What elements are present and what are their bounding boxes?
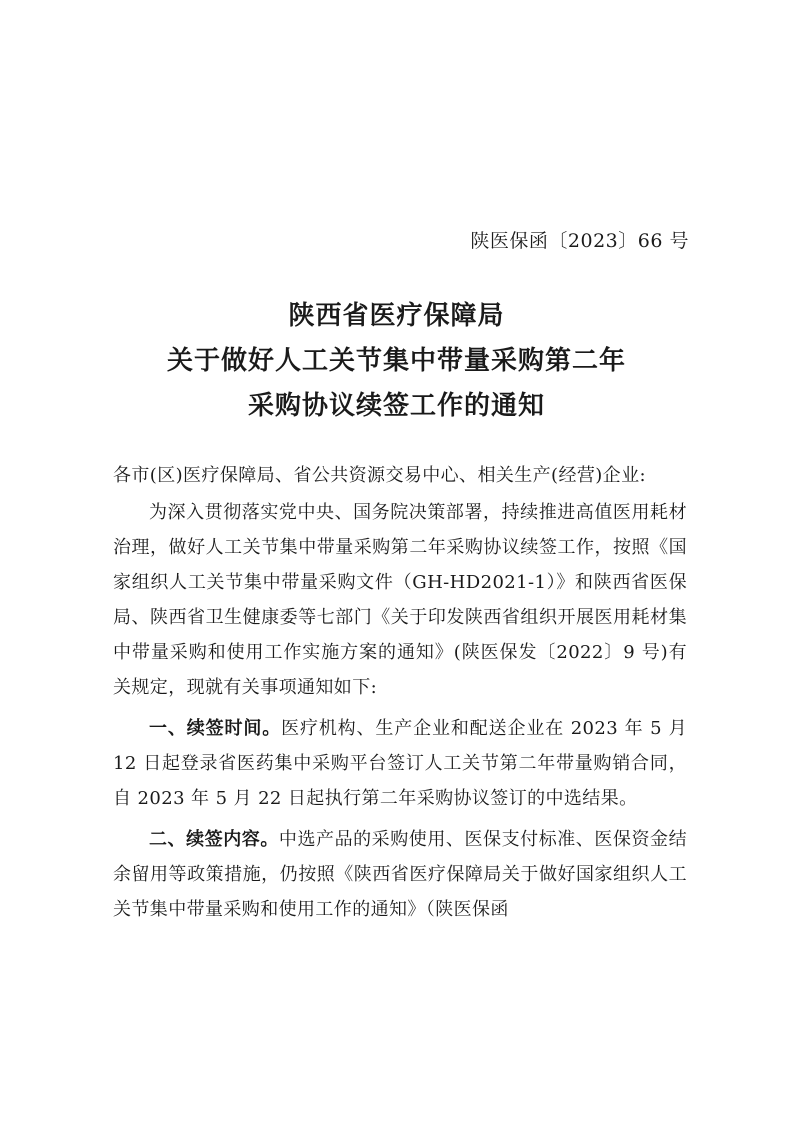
section-2-text: 中选产品的采购使用、医保支付标准、医保资金结余留用等政策措施，仍按照《陕西省医疗保障局关于做好国家组织人工关节集中带量采购和使用工作的通知》（陕医保函 (113, 829, 687, 920)
title-line-2: 关于做好人工关节集中带量采购第二年 (166, 346, 626, 376)
title-line-1: 陕西省医疗保障局 (288, 301, 505, 331)
section-1-text: 医疗机构、生产企业和配送企业在 2023 年 5 月 12 日起登录省医药集中采购平台签订人工关节第二年带量购销合同，自 2023 年 5 月 22 日起执行第二年采购协议签订的中选结果。 (113, 718, 687, 809)
salutation: 各市(区)医疗保障局、省公共资源交易中心、相关生产(经营)企业: (113, 465, 646, 486)
section-2-heading: 二、续签内容。 (149, 829, 279, 850)
intro-paragraph: 为深入贯彻落实党中央、国务院决策部署，持续推进高值医用耗材治理，做好人工关节集中带量采购第二年采购协议续签工作，按照《国家组织人工关节集中带量采购文件（GH-HD2021-1）》和陕西省医保局、陕西省卫生健康委等七部门《关于印发陕西省组织开展医用耗材集中带量采购和使用工作实施方案的通知》(陕医保发〔2022〕9 号)有关规定，现就有关事项通知如下: (113, 502, 687, 698)
document-title (0, 294, 793, 429)
section-1 (113, 711, 687, 816)
title-line-3: 采购协议续签工作的通知 (247, 391, 545, 421)
document-number: 陕医保函〔2023〕66 号 (470, 230, 689, 252)
document-body (113, 458, 687, 927)
section-2 (113, 822, 687, 927)
section-1-heading: 一、续签时间。 (149, 718, 282, 739)
